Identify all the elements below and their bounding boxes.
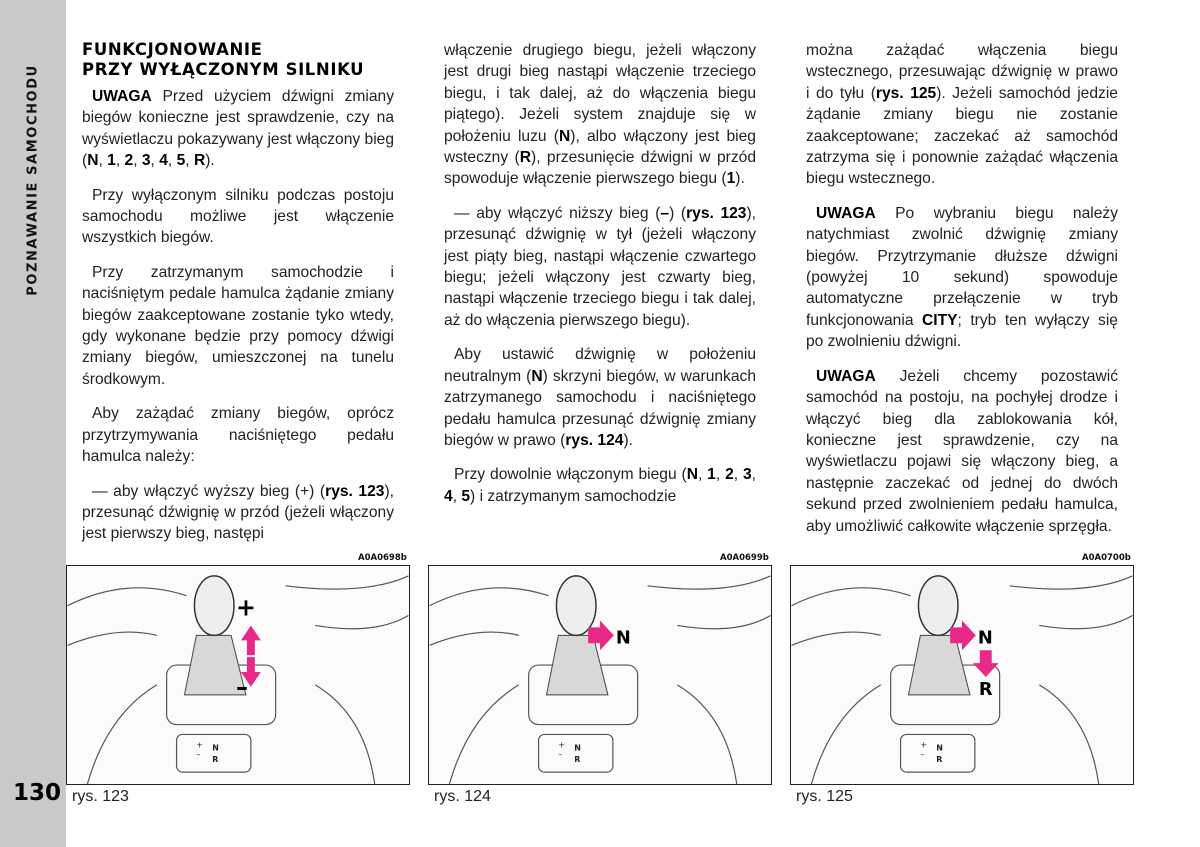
figure-label-minus: – xyxy=(236,672,248,701)
figure-code: A0A0700b xyxy=(1082,553,1131,563)
figure-code: A0A0698b xyxy=(358,553,407,563)
plate-minus: – xyxy=(196,750,201,760)
column-2 xyxy=(444,40,756,520)
plate-plus: + xyxy=(920,740,928,750)
figure-label-plus: + xyxy=(236,593,256,622)
heading-line-1: FUNKCJONOWANIE xyxy=(82,40,263,59)
figure-caption: rys. 124 xyxy=(434,788,491,805)
paragraph: UWAGA Po wybraniu biegu należy natychmiast zwolnić dźwignię zmiany biegów. Przytrzymanie dłuższe dźwigni (powyżej 10 sekund) spowoduje automatyczne przełączenie w tryb funkcjonowania CITY; tryb ten wyłączy się po zwolnieniu dźwigni. xyxy=(806,204,1118,351)
figure-caption: rys. 125 xyxy=(796,788,853,805)
paragraph: Przy wyłączonym silniku podczas postoju samochodu możliwe jest włączenie wszystkich biegów. xyxy=(82,186,394,247)
paragraph: Aby zażądać zmiany biegów, oprócz przytrzymywania naciśniętego pedału hamulca należy: xyxy=(82,405,394,466)
gear-lever-illustration xyxy=(67,566,409,784)
paragraph: Przy zatrzymanym samochodzie i naciśniętym pedale hamulca żądanie zmiany biegów zaakceptowane zostanie tyko wtedy, gdy wykonane będzie przy pomocy dźwigi zmiany biegów, umieszczonej na tunelu środkowym. xyxy=(82,263,394,388)
figure-ref: rys. 123 xyxy=(325,482,385,500)
column-3 xyxy=(806,40,1118,550)
plate-plus: + xyxy=(196,740,204,750)
figure-gear-lever-up-down xyxy=(66,565,410,785)
figure-gear-lever-neutral xyxy=(428,565,772,785)
figure-ref: rys. 125 xyxy=(875,84,937,102)
plate-minus: – xyxy=(558,750,563,760)
keyword: UWAGA xyxy=(816,367,876,385)
figure-label-n: N xyxy=(977,627,993,649)
page-number: 130 xyxy=(13,780,62,806)
plate-r: R xyxy=(574,755,581,765)
paragraph: — aby włączyć wyższy bieg (+) (rys. 123), przesunąć dźwignię w przód (jeżeli włączony jest pierwszy bieg, następi xyxy=(82,482,394,543)
column-1 xyxy=(82,40,394,558)
paragraph: UWAGA Jeżeli chcemy pozostawić samochód na postoju, na pochyłej drodze i włączyć bieg dla zablokowania kół, konieczne jest sprawdzenie, czy na wyświetlaczu pojawi się włączony bieg, a następnie zaczekać od jednej do dwóch sekund przed zwolnieniem pedału hamulca, aby umożliwić całkowite włączenie sprzęgła. xyxy=(806,367,1118,535)
plate-n: N xyxy=(574,743,581,753)
plate-n: N xyxy=(212,743,219,753)
paragraph: włączenie drugiego biegu, jeżeli włączony jest drugi bieg nastąpi włączenie trzeciego biegu, i tak dalej, aż do włączenia biegu piątego). Jeżeli system znajduje się w położeniu luzu (N), albo włączony jest bieg wsteczny (R), przesunięcie dźwigni w przód spowoduje włączenie pierwszego biegu (1). xyxy=(444,42,756,188)
keyword: UWAGA xyxy=(816,204,876,222)
paragraph: — aby włączyć niższy bieg (–) (rys. 123), przesunąć dźwignię w tył (jeżeli włączony jest piąty bieg, nastąpi włączenie czwartego biegu; jeżeli włączony jest czwarty bieg, nastąpi włączenie trzeciego biegu i tak dalej, aż do włączenia pierwszego biegu). xyxy=(444,204,756,329)
figure-code: A0A0699b xyxy=(720,553,769,563)
plate-n: N xyxy=(936,743,943,753)
figure-gear-lever-reverse xyxy=(790,565,1134,785)
plate-r: R xyxy=(936,755,943,765)
figure-label-n: N xyxy=(615,627,631,649)
paragraph: można zażądać włączenia biegu wstecznego, przesuwając dźwignię w prawo i do tyłu (rys. 125). Jeżeli samochód jedzie żądanie zmiany biegu nie zostanie zaakceptowane; zaczekać aż samochód zatrzyma się i ponownie zażądać włączenia biegu wstecznego. xyxy=(806,42,1118,188)
plate-minus: – xyxy=(920,750,925,760)
figure-ref: rys. 124 xyxy=(565,431,624,449)
keyword: UWAGA xyxy=(92,88,152,105)
paragraph: Przy dowolnie włączonym biegu (N, 1, 2, 3, 4, 5) i zatrzymanym samochodzie xyxy=(444,466,756,505)
heading-line-2: PRZY WYŁĄCZONYM SILNIKU xyxy=(82,60,365,79)
plate-plus: + xyxy=(558,740,566,750)
figure-caption: rys. 123 xyxy=(72,788,129,805)
plate-r: R xyxy=(212,755,219,765)
paragraph: Aby ustawić dźwignię w położeniu neutralnym (N) skrzyni biegów, w warunkach zatrzymanego samochodu i naciśniętego pedału hamulca przesunąć dźwignię zmiany biegów w prawo (rys. 124). xyxy=(444,346,756,449)
paragraph: UWAGA Przed użyciem dźwigni zmiany biegów konieczne jest sprawdzenie, czy na wyświetlaczu pokazywany jest włączony bieg (N, 1, 2, 3, 4, 5, R). xyxy=(82,88,395,170)
figure-ref: rys. 123 xyxy=(686,204,747,222)
gear-lever-illustration xyxy=(429,566,771,784)
figure-label-r: R xyxy=(978,678,993,700)
gear-lever-illustration xyxy=(791,566,1133,784)
page-heading xyxy=(82,40,394,80)
section-title: POZNAWANIE SAMOCHODU xyxy=(25,64,41,296)
